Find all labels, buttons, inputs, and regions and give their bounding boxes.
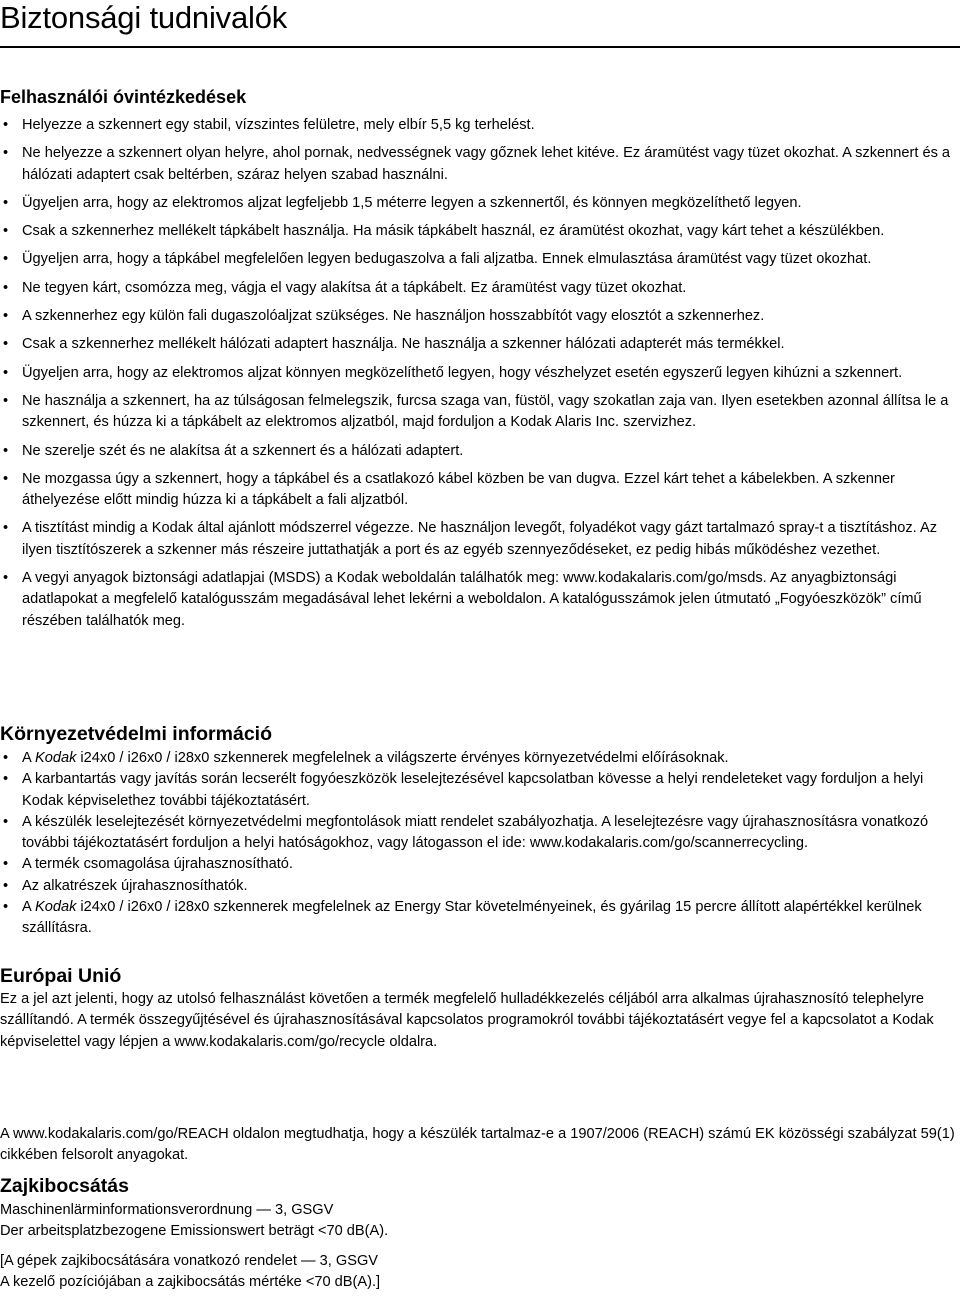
user-precautions-list [0, 115, 956, 639]
bullet-icon: • [3, 392, 9, 409]
bullet-icon: • [3, 223, 9, 240]
bullet-icon: • [3, 520, 9, 537]
bullet-icon: • [3, 251, 9, 268]
eu-heading: Európai Unió [0, 965, 122, 987]
bullet-icon: • [3, 194, 9, 211]
brand-name: Kodak [34, 750, 77, 766]
brand-name: Kodak [34, 899, 77, 916]
list-item: • Csak a szkennerhez mellékelt tápkábelt használja. Ha másik tápkábelt használ, ez áramütést okozhat, vagy kárt tehet a készülékben. [0, 221, 956, 242]
bullet-icon: • [3, 899, 9, 916]
bullet-icon: • [3, 877, 9, 894]
noise-german-line-1: Maschinenlärminformationsverordnung — 3, GSGV [0, 1202, 334, 1218]
list-item: • Ügyeljen arra, hogy az elektromos aljzat legfeljebb 1,5 méterre legyen a szkennertől, és könnyen megközelíthető legyen. [0, 193, 956, 214]
title-divider [0, 46, 960, 48]
bullet-icon: • [3, 813, 9, 830]
bullet-icon: • [3, 771, 9, 788]
list-item: • Csak a szkennerhez mellékelt hálózati adaptert használja. Ne használja a szkenner hálózati adapterét más termékkel. [0, 334, 956, 355]
list-item: • Ne mozgassa úgy a szkennert, hogy a tápkábel és a csatlakozó kábel közben be van dugva. Ezzel kárt tehet a kábelekben. A szkenner áthelyezése előtt mindig húzza ki a tápkábelt a fali aljzatból. [3, 470, 895, 509]
bullet-icon: • [3, 470, 9, 487]
environment-heading: Környezetvédelmi információ [0, 723, 272, 745]
environment-list [0, 748, 956, 940]
bullet-icon: • [3, 308, 9, 325]
list-item: • Ne szerelje szét és ne alakítsa át a szkennert és a hálózati adaptert. [0, 441, 956, 462]
noise-german-line-2: Der arbeitsplatzbezogene Emissionswert beträgt <70 dB(A). [0, 1223, 389, 1240]
user-precautions-heading: Felhasználói óvintézkedések [0, 87, 247, 107]
bullet-icon: • [3, 336, 9, 353]
bullet-icon: • [3, 117, 9, 133]
noise-hungarian-text [0, 1251, 956, 1294]
list-item: • Ügyeljen arra, hogy a tápkábel megfelelően legyen bedugaszolva a fali aljzatba. Ennek elmulasztása áramütést vagy tüzet okozhat. [0, 249, 956, 270]
bullet-icon: • [3, 570, 9, 587]
list-item: • A szkennerhez egy külön fali dugaszolóaljzat szükséges. Ne használjon hosszabbítót vagy elosztót a szkennerhez. [0, 306, 956, 327]
list-item: • Az alkatrészek újrahasznosíthatók. [0, 876, 956, 897]
noise-hungarian-line-2: A kezelő pozíciójában a zajkibocsátás mértéke <70 dB(A).] [0, 1274, 381, 1291]
bullet-icon: • [3, 856, 9, 873]
noise-german-text [0, 1200, 956, 1243]
bullet-icon: • [3, 364, 9, 381]
noise-heading: Zajkibocsátás [0, 1175, 129, 1197]
list-item: • Ne helyezze a szkennert olyan helyre, ahol pornak, nedvességnek vagy gőznek lehet kitéve. Ez áramütést vagy tüzet okozhat. A szkennert és a hálózati adaptert csak beltérben, száraz helyen szabad használni. [3, 145, 951, 183]
list-item: • A Kodak i24x0 / i26x0 / i28x0 szkennerek megfelelnek a világszerte érvényes környezetvédelmi előírásoknak. [0, 748, 956, 769]
list-item: • Ne tegyen kárt, csomózza meg, vágja el vagy alakítsa át a tápkábelt. Ez áramütést vagy tüzet okozhat. [0, 278, 956, 299]
reach-paragraph: A www.kodakalaris.com/go/REACH oldalon megtudhatja, hogy a készülék tartalmaz-e a 1907/2006 (REACH) számú EK közösségi szabályzat 59(1) cikkében felsorolt anyagokat. [0, 1126, 955, 1164]
noise-hungarian-line-1: [A gépek zajkibocsátására vonatkozó rendelet — 3, GSGV [0, 1253, 379, 1269]
list-item: • Ne használja a szkennert, ha az túlságosan felmelegszik, furcsa szaga van, füstöl, vagy szokatlan zaja van. Ilyen esetekben azonnal állítsa le a szkennert, és húzza ki a tápkábelt az elektromos aljzatból, majd forduljon a Kodak Alaris Inc. szervizhez. [3, 392, 949, 431]
eu-paragraph: Ez a jel azt jelenti, hogy az utolsó felhasználást követően a termék megfelelő hulladékkezelés céljából arra alkalmas újrahasznosító telephelyre szállítandó. A termék összegyűjtésével és újrahasznosításával kapcsolatos programokról további tájékoztatásért vegye fel a kapcsolatot a Kodak képviselettel vagy lépjen a www.kodakalaris.com/go/recycle oldalra. [0, 991, 934, 1050]
list-item: • A termék csomagolása újrahasznosítható. [0, 854, 956, 875]
bullet-icon: • [3, 279, 9, 296]
list-item: • Ügyeljen arra, hogy az elektromos aljzat könnyen megközelíthető legyen, hogy vészhelyzet esetén egyszerű legyen kihúzni a szkennert. [0, 363, 956, 384]
bullet-icon: • [3, 145, 9, 162]
page-title: Biztonsági tudnivalók [0, 0, 288, 35]
bullet-icon: • [3, 442, 9, 459]
list-item: • A karbantartás vagy javítás során lecserélt fogyóeszközök leselejtezésével kapcsolatban kövesse a helyi rendeleteket vagy forduljon a helyi Kodak képviselethez további tájékoztatásért. [3, 771, 924, 809]
list-item: • A vegyi anyagok biztonsági adatlapjai (MSDS) a Kodak weboldalán találhatók meg: www.kodakalaris.com/go/msds. Az anyagbiztonsági adatlapokat a megfelelő katalógusszám megadásával lehet lekérni a weboldalon. A katalógusszámok jelen útmutató „Fogyóeszközök” című részében találhatók meg. [3, 570, 922, 629]
list-item: • A tisztítást mindig a Kodak által ajánlott módszerrel végezze. Ne használjon levegőt, folyadékot vagy gázt tartalmazó spray-t a tisztításhoz. Az ilyen tisztítószerek a szkenner más részeire juttathatják a port és az egyéb szennyeződéseket, ez pedig hibás működéshez vezethet. [3, 520, 938, 558]
bullet-icon: • [3, 750, 9, 766]
list-item: • A Kodak i24x0 / i26x0 / i28x0 szkennerek megfelelnek az Energy Star követelményeinek, és gyárilag 15 percre állított alapértékkel kerülnek szállításra. [3, 899, 922, 937]
list-item: • Helyezze a szkennert egy stabil, vízszintes felületre, mely elbír 5,5 kg terhelést. [0, 115, 956, 136]
list-item: • A készülék leselejtezését környezetvédelmi megfontolások miatt rendelet szabályozhatja. A leselejtezésre vagy újrahasznosításra vonatkozó további tájékoztatásért forduljon a helyi hatóságokhoz, vagy látogasson el ide: www.kodakalaris.com/go/scannerrecycling. [3, 813, 929, 852]
